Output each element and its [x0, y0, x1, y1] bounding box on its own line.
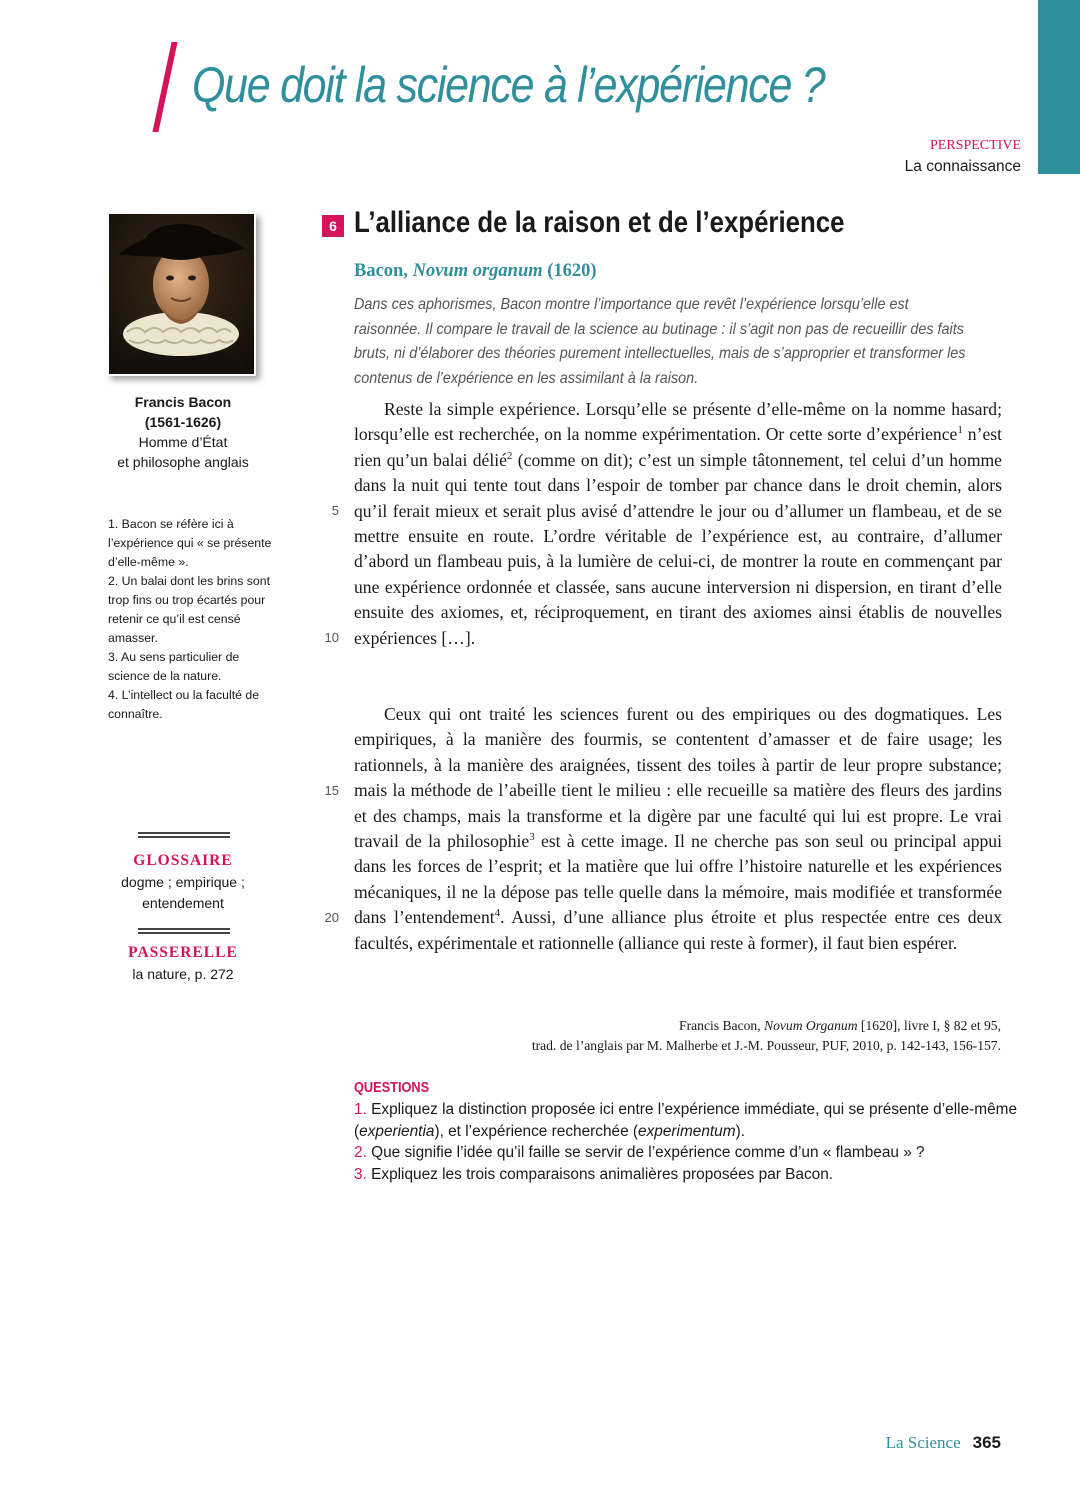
source-author: Bacon,: [354, 261, 413, 281]
page-title: Que doit la science à l’expérience ?: [192, 57, 825, 113]
p1-part-c: (comme on dit); c’est un simple tâtonnement, tel celui d’un homme dans la nuit qui tente tout dans l’espoir de tomber par chance dans le droit chemin, alors qu’il ferait mieux et serait plus avisé d’attendre le jour ou d’allumer un flambeau, et de se mettre ensuite en route. L’ordre véritable de l’expérience est, au contraire, d’allumer d’abord un flambeau puis, à la lumière de celui-ci, de montrer la route en commençant par une expérience ordonnée et classée, sans aucune interversion ni dispersion, en tirant d’elle ensuite des axiomes, et, réciproquement, en tirant des axiomes ainsi établis de nouvelles expériences […].: [354, 449, 1002, 648]
perspective-value: La connaissance: [904, 158, 1021, 175]
source-work: Novum organum: [412, 261, 543, 281]
glossary-box: [100, 850, 266, 914]
citation: [381, 1016, 1001, 1056]
title-accent-bar: [152, 42, 177, 132]
caption-role-1: Homme d’État: [138, 434, 228, 450]
passerelle-box: [100, 942, 266, 985]
questions-list: [354, 1099, 1034, 1185]
question-number: 1.: [354, 1101, 367, 1118]
line-number: 5: [331, 503, 339, 518]
divider: [138, 928, 230, 934]
p2-part-c: . Aussi, d’une alliance plus étroite et plus respectée entre ces deux facultés, expérimentale et rationnelle (alliance qui reste à former), il faut bien espérer.: [354, 907, 1002, 953]
footnote-2: 2. Un balai dont les brins sont trop fins ou trop écartés pour retenir ce qu’il est censé amasser.: [108, 574, 271, 645]
q1-term-2: experimentum: [638, 1122, 736, 1140]
page-number: 365: [972, 1433, 1001, 1452]
page-footer: [886, 1433, 1001, 1453]
question-2: [354, 1142, 1034, 1164]
caption-role-2: et philosophe anglais: [117, 454, 249, 470]
question-3: [354, 1164, 1034, 1186]
source-year: (1620): [542, 261, 597, 281]
edge-tab: [1038, 0, 1080, 174]
passerelle-text: la nature, p. 272: [132, 966, 234, 982]
question-number: 2.: [354, 1144, 367, 1161]
citation-line-2: trad. de l’anglais par M. Malherbe et J.-M. Pousseur, PUF, 2010, p. 142-143, 156-157.: [531, 1038, 1001, 1053]
line-number: 15: [324, 783, 339, 798]
document-number: 6: [322, 215, 344, 237]
p1-part-a: Reste la simple expérience. Lorsqu’elle se présente d’elle-même on la nomme hasard; lorsqu’elle est recherchée, on la nomme expérimentation. Or cette sorte d’expérience: [354, 399, 1002, 445]
citation-details: [1620], livre I, § 82 et 95,: [857, 1018, 1001, 1033]
questions-label: QUESTIONS: [354, 1080, 430, 1096]
q2-text: Que signifie l’idée qu’il faille se servir de l’expérience comme d’un « flambeau » ?: [366, 1144, 925, 1161]
footnote-ref-2: 2: [506, 449, 513, 462]
p2-part-b: est à cette image. Il ne cherche pas son seul ou principal appui dans les forces de l’esprit; et la matière que lui offre l’histoire naturelle et les expériences mécaniques, il ne la dépose pas telle quelle dans la mémoire, mais modifiée et transformée dans l’entendement: [354, 831, 1002, 928]
line-number: 10: [324, 630, 339, 645]
footnote-ref-3: 3: [529, 831, 535, 844]
glossary-line-1: dogme ; empirique ;: [121, 874, 245, 890]
p2-part-a: Ceux qui ont traité les sciences furent ou des empiriques ou des dogmatiques. Les empiriques, à la manière des fourmis, se contentent d’amasser et de faire usage; les rationnels, à la manière des araignées, tissent des toiles à partir de leur propre substance; mais la méthode de l’abeille tient le milieu : elle recueille sa matière des fleurs des jardins et des champs, mais la transforme et la digère par une faculté qui lui est propre. Le vrai travail de la philosophie: [354, 704, 1002, 852]
footnote-ref-1: 1: [957, 424, 963, 437]
glossary-label: GLOSSAIRE: [133, 852, 233, 869]
footnotes: [108, 515, 273, 724]
document-source: [354, 261, 597, 282]
footnote-4: 4. L’intellect ou la faculté de connaître.: [108, 688, 260, 721]
footnote-ref-4: 4: [494, 907, 501, 920]
citation-work: Novum Organum: [764, 1018, 858, 1033]
citation-author: Francis Bacon,: [679, 1018, 764, 1033]
question-number: 3.: [354, 1165, 367, 1183]
p1-part-b: n’est rien qu’un balai délié: [354, 424, 1002, 470]
paragraph-1: [354, 397, 1002, 651]
perspective-label: PERSPECTIVE: [929, 138, 1021, 153]
q1-part-c: ).: [735, 1122, 745, 1140]
citation-line-1: [381, 1016, 1001, 1036]
footnote-1: 1. Bacon se réfère ici à l’expérience qui « se présente d’elle-même ».: [108, 517, 272, 569]
document-title: L’alliance de la raison et de l’expérience: [354, 206, 845, 239]
footnote-3: 3. Au sens particulier de science de la nature.: [108, 650, 240, 683]
caption-dates: (1561-1626): [144, 414, 222, 430]
passerelle-label: PASSERELLE: [128, 944, 238, 961]
document-intro: Dans ces aphorismes, Bacon montre l’importance que revêt l’expérience lorsqu’elle est raisonnée. Il compare le travail de la science au butinage : il s’agit non pas de recueillir des faits bruts, ni d’élaborer des théories purement intellectuelles, mais de s’approprier et transformer les contenus de l’expérience en les assimilant à la raison.: [354, 296, 966, 387]
glossary-line-2: entendement: [142, 895, 224, 911]
line-number: 20: [324, 910, 339, 925]
q1-part-b: ), et l’expérience recherchée (: [434, 1122, 639, 1140]
footer-section: La Science: [885, 1433, 961, 1452]
divider: [138, 832, 230, 838]
question-1: [354, 1099, 1034, 1142]
q1-part-a: Expliquez la distinction proposée ici entre l’expérience immédiate, qui se présente d’elle-même (: [354, 1101, 1018, 1140]
paragraph-2: [354, 702, 1002, 956]
q1-term-1: experientia: [359, 1122, 435, 1140]
q3-text: Expliquez les trois comparaisons animalières proposées par Bacon.: [366, 1165, 834, 1183]
portrait-drawing: [109, 214, 254, 374]
caption-name: Francis Bacon: [134, 394, 232, 410]
perspective-block: [905, 135, 1021, 177]
portrait-image: [107, 212, 256, 376]
portrait-caption: [100, 392, 266, 472]
